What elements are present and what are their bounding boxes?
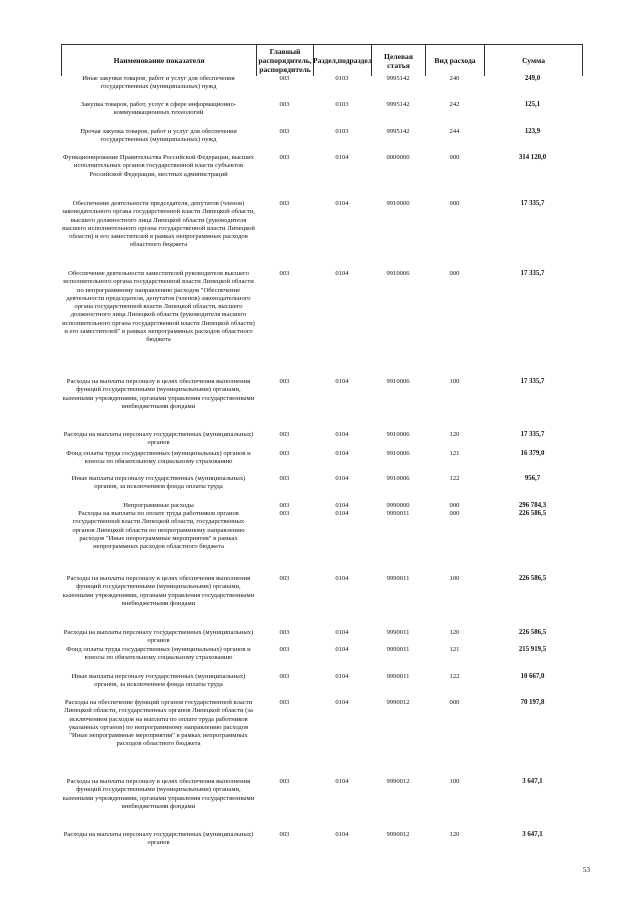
row-summa: 17 335,7 xyxy=(520,378,545,385)
row-summa: 956,7 xyxy=(524,475,541,482)
row-celevaya: 9990000 xyxy=(386,502,410,509)
row-glavny: 003 xyxy=(279,673,290,680)
row-vid: 100 xyxy=(449,378,460,385)
row-summa: 226 586,5 xyxy=(518,629,547,636)
row-vid: 100 xyxy=(449,575,460,582)
row-vid: 240 xyxy=(449,75,460,82)
row-razdel: 0104 xyxy=(335,831,349,838)
row-glavny: 003 xyxy=(279,75,290,82)
row-vid: 120 xyxy=(449,431,460,438)
row-vid: 121 xyxy=(449,450,460,457)
row-glavny: 003 xyxy=(279,575,290,582)
row-glavny: 003 xyxy=(279,128,290,135)
row-name: Обеспечение деятельности председателя, депутатов (членов) законодательного органа государственной власти Липецкой области, высшего должностного лица Липецкой области (руководителя высшего исполнительного органа государственной власти Липецкой области) и его заместителей в рамках непрограммных расходов областного бюджета xyxy=(61,200,256,249)
table-header xyxy=(61,44,583,76)
row-vid: 000 xyxy=(449,510,460,517)
header-name: Наименование показателя xyxy=(62,45,257,76)
row-name: Иные выплаты персоналу государственных (муниципальных) органов, за исключением фонда оплаты труда xyxy=(71,475,246,491)
row-razdel: 0104 xyxy=(335,200,349,207)
header-celevaya: Целевая статья xyxy=(372,45,426,76)
row-celevaya: 9910006 xyxy=(386,431,410,438)
row-glavny: 003 xyxy=(279,699,290,706)
row-glavny: 003 xyxy=(279,431,290,438)
row-razdel: 0104 xyxy=(335,502,349,509)
row-celevaya: 9990011 xyxy=(386,575,410,582)
row-razdel: 0104 xyxy=(335,431,349,438)
row-glavny: 003 xyxy=(279,200,290,207)
row-glavny: 003 xyxy=(279,378,290,385)
row-vid: 120 xyxy=(449,831,460,838)
row-name: Расходы на выплаты персоналу государственных (муниципальных) органов xyxy=(63,629,254,645)
row-glavny: 003 xyxy=(279,778,290,785)
row-razdel: 0104 xyxy=(335,270,349,277)
row-summa: 249,0 xyxy=(524,75,541,82)
page-number: 53 xyxy=(583,866,590,874)
row-name: Расходы на выплаты персоналу в целях обеспечения выполнения функций государственными (муниципальными) органами, казенными учреждениями, органами управления государственными внебюджетными фондами xyxy=(62,778,255,810)
row-name: Фонд оплаты труда государственных (муниципальных) органов и взносы по обязательному социальному страхованию xyxy=(66,450,251,466)
row-celevaya: 9910006 xyxy=(386,270,410,277)
row-glavny: 003 xyxy=(279,101,290,108)
row-razdel: 0104 xyxy=(335,475,349,482)
row-vid: 000 xyxy=(449,699,460,706)
row-name: Иные выплаты персоналу государственных (муниципальных) органов, за исключением фонда оплаты труда xyxy=(71,673,246,689)
row-razdel: 0104 xyxy=(335,778,349,785)
row-razdel: 0103 xyxy=(335,128,349,135)
header-razdel: Раздел,подраздел xyxy=(314,45,372,76)
row-name: Непрограммные расходы xyxy=(123,502,194,509)
header-vid: Вид расхода xyxy=(426,45,485,76)
row-vid: 120 xyxy=(449,629,460,636)
row-name: Закупка товаров, работ, услуг в сфере информационно-коммуникационных технологий xyxy=(80,101,237,117)
row-celevaya: 9990011 xyxy=(386,673,410,680)
row-summa: 123,9 xyxy=(524,128,541,135)
row-celevaya: 9995142 xyxy=(386,75,410,82)
header-glavny: Главный распорядитель, распорядитель xyxy=(257,45,314,76)
row-summa: 17 335,7 xyxy=(520,431,545,438)
row-name: Фонд оплаты труда государственных (муниципальных) органов и взносы по обязательному социальному страхованию xyxy=(66,646,251,662)
row-summa: 125,1 xyxy=(524,101,541,108)
header-summa: Сумма xyxy=(521,56,546,65)
row-name: Расходы на выплаты по оплате труда работников органов государственной власти Липецкой области, государственных органов Липецкой области по непрограммному направлению расходов "Иные непрограммные мероприятия" в рамках непрограммных расходов областного бюджета xyxy=(72,510,245,551)
row-vid: 122 xyxy=(449,475,460,482)
row-vid: 244 xyxy=(449,128,460,135)
row-razdel: 0104 xyxy=(335,450,349,457)
row-vid: 242 xyxy=(449,101,460,108)
row-name: Расходы на выплаты персоналу государственных (муниципальных) органов xyxy=(63,831,254,847)
row-vid: 000 xyxy=(449,154,460,161)
row-name: Функционирование Правительства Российской Федерации, высших исполнительных органов государственной власти субъектов Российской Федерации, местных администраций xyxy=(63,154,254,178)
row-summa: 226 586,5 xyxy=(518,510,547,517)
row-summa: 3 647,1 xyxy=(522,831,543,838)
row-glavny: 003 xyxy=(279,629,290,636)
row-razdel: 0103 xyxy=(335,101,349,108)
row-name: Расходы на обеспечение функций органов государственной власти Липецкой области, государственных органов Липецкой области (за исключением расходов на выплаты по оплате труда работников указанных органов) по непрограммному направлению расходов "Иные непрограммные мероприятия" в рамках непрограммных расходов областного бюджета xyxy=(64,699,253,748)
row-summa: 10 667,0 xyxy=(520,673,545,680)
row-summa: 215 919,5 xyxy=(518,646,547,653)
row-name: Расходы на выплаты персоналу в целях обеспечения выполнения функций государственными (муниципальными) органами, казенными учреждениями, органами управления государственными внебюджетными фондами xyxy=(62,378,255,410)
row-celevaya: 9990011 xyxy=(386,629,410,636)
row-glavny: 003 xyxy=(279,831,290,838)
row-razdel: 0104 xyxy=(335,646,349,653)
row-summa: 17 335,7 xyxy=(520,200,545,207)
row-razdel: 0104 xyxy=(335,154,349,161)
row-razdel: 0104 xyxy=(335,510,349,517)
row-vid: 000 xyxy=(449,270,460,277)
row-summa: 16 379,0 xyxy=(520,450,545,457)
row-summa: 314 120,0 xyxy=(518,154,547,161)
row-razdel: 0104 xyxy=(335,673,349,680)
row-glavny: 003 xyxy=(279,502,290,509)
row-name: Иные закупки товаров, работ и услуг для обеспечения государственных (муниципальных) нужд xyxy=(82,75,235,91)
row-name: Обеспечение деятельности заместителей руководителя высшего исполнительного органа государственной власти Липецкой области по непрограммному направлению расходов "Обеспечение деятельности председателя, депутатов (членов) законодательного органа государственной власти Липецкой области, высшего должностного лица Липецкой области (руководителя высшего исполнительного органа государственной власти Липецкой области) и его заместителей" в рамках непрограммных расходов областного бюджета xyxy=(62,270,255,344)
row-glavny: 003 xyxy=(279,510,290,517)
row-celevaya: 9990012 xyxy=(386,699,410,706)
row-glavny: 003 xyxy=(279,475,290,482)
row-vid: 100 xyxy=(449,778,460,785)
row-vid: 122 xyxy=(449,673,460,680)
row-glavny: 003 xyxy=(279,154,290,161)
row-glavny: 003 xyxy=(279,270,290,277)
row-vid: 000 xyxy=(449,200,460,207)
row-celevaya: 9990011 xyxy=(386,646,410,653)
row-celevaya: 9910006 xyxy=(386,450,410,457)
row-vid: 000 xyxy=(449,502,460,509)
row-celevaya: 9910006 xyxy=(386,475,410,482)
row-celevaya: 9910000 xyxy=(386,200,410,207)
row-summa: 17 335,7 xyxy=(520,270,545,277)
row-summa: 3 647,1 xyxy=(522,778,543,785)
row-celevaya: 9910006 xyxy=(386,378,410,385)
row-glavny: 003 xyxy=(279,646,290,653)
row-name: Прочая закупка товаров, работ и услуг для обеспечения государственных (муниципальных) нужд xyxy=(80,128,237,144)
row-celevaya: 0000000 xyxy=(386,154,410,161)
row-celevaya: 9990012 xyxy=(386,778,410,785)
row-celevaya: 9995142 xyxy=(386,128,410,135)
row-celevaya: 9990012 xyxy=(386,831,410,838)
row-name: Расходы на выплаты персоналу в целях обеспечения выполнения функций государственными (муниципальными) органами, казенными учреждениями, органами управления государственными внебюджетными фондами xyxy=(62,575,255,607)
row-summa: 226 586,5 xyxy=(518,575,547,582)
row-celevaya: 9995142 xyxy=(386,101,410,108)
row-summa: 296 784,3 xyxy=(518,502,547,509)
row-glavny: 003 xyxy=(279,450,290,457)
row-name: Расходы на выплаты персоналу государственных (муниципальных) органов xyxy=(63,431,254,447)
row-razdel: 0104 xyxy=(335,575,349,582)
row-razdel: 0104 xyxy=(335,699,349,706)
row-razdel: 0104 xyxy=(335,629,349,636)
row-razdel: 0103 xyxy=(335,75,349,82)
row-celevaya: 9990011 xyxy=(386,510,410,517)
row-summa: 70 197,8 xyxy=(520,699,545,706)
row-vid: 121 xyxy=(449,646,460,653)
row-razdel: 0104 xyxy=(335,378,349,385)
